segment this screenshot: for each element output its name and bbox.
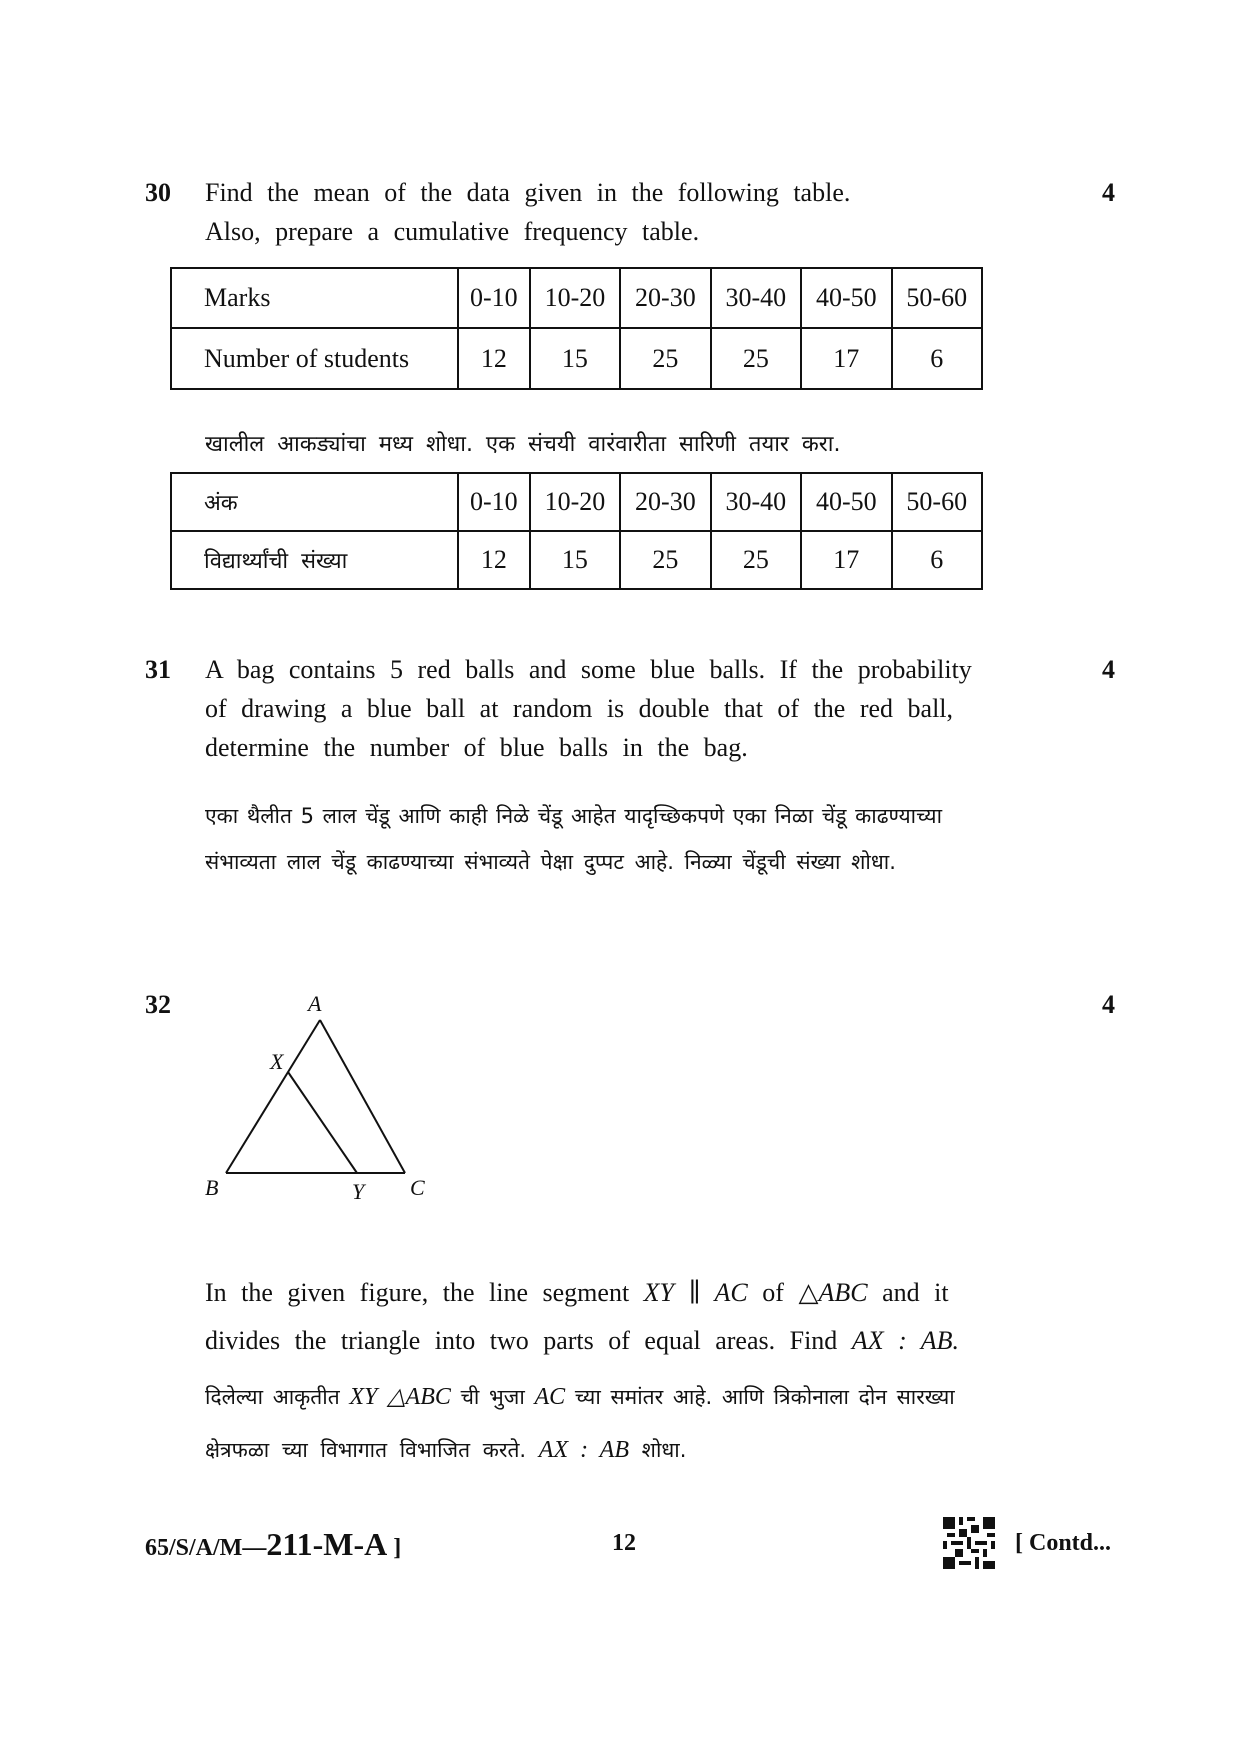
- table-frequency-cell: 15: [530, 531, 620, 589]
- table-frequency-cell: 17: [801, 328, 891, 389]
- side-ac: [320, 1020, 405, 1173]
- paper-code-suffix: ]: [387, 1535, 402, 1561]
- table-class-cell: 0-10: [458, 268, 530, 328]
- math-xy-parallel-ac: XY ∥ AC: [643, 1278, 748, 1307]
- q32-text-part: divides the triangle into two parts of equal areas. Find: [205, 1326, 838, 1355]
- table-class-cell: 50-60: [892, 473, 983, 531]
- table-row-label: Number of students: [171, 328, 458, 389]
- table-frequency-cell: 25: [711, 328, 801, 389]
- table-frequency-cell: 25: [620, 328, 710, 389]
- paper-code-prefix: 65/S/A/M—: [145, 1535, 267, 1561]
- q32-marathi-line2: [205, 1436, 686, 1464]
- math-ac: AC: [534, 1384, 566, 1410]
- table-frequency-cell: 12: [458, 328, 530, 389]
- page-number: 12: [612, 1530, 636, 1556]
- q30-text-line2: Also, prepare a cumulative frequency table.: [205, 217, 700, 246]
- q32-text-line1: [205, 1278, 949, 1308]
- segment-xy: [288, 1072, 357, 1173]
- label-y: Y: [352, 1179, 365, 1204]
- label-a: A: [308, 991, 322, 1016]
- qr-code-icon: [943, 1517, 995, 1569]
- table-frequency-cell: 17: [801, 531, 891, 589]
- table-row: [171, 473, 982, 531]
- q30-number: 30: [145, 178, 171, 207]
- q30-marks: 4: [1102, 178, 1115, 207]
- table-class-cell: 10-20: [530, 473, 620, 531]
- table-header-label: Marks: [171, 268, 458, 328]
- table-row: [171, 268, 982, 328]
- q31-text-line2: of drawing a blue ball at random is double that of the red ball,: [205, 694, 954, 723]
- q32-text-part: of: [762, 1278, 784, 1307]
- paper-code: [145, 1526, 401, 1563]
- table-frequency-cell: 25: [620, 531, 710, 589]
- label-c: C: [410, 1175, 425, 1200]
- table-row-label: विद्यार्थ्यांची संख्या: [171, 531, 458, 589]
- q30-table-marathi: [170, 472, 983, 590]
- table-class-cell: 40-50: [801, 268, 891, 328]
- q30-marathi-text: खालील आकड्यांचा मध्य शोधा. एक संचयी वारंवारीता सारिणी तयार करा.: [205, 432, 841, 457]
- table-class-cell: 20-30: [620, 268, 710, 328]
- q31-marks: 4: [1102, 655, 1115, 684]
- q32-marathi-part: च्या समांतर आहे. आणि त्रिकोनाला दोन सारख्या: [574, 1385, 955, 1409]
- table-frequency-cell: 12: [458, 531, 530, 589]
- table-class-cell: 0-10: [458, 473, 530, 531]
- q32-text-part: and it: [882, 1278, 949, 1307]
- table-class-cell: 50-60: [892, 268, 983, 328]
- q32-text-line2: [205, 1326, 959, 1356]
- q32-marathi-part: शोधा.: [641, 1438, 687, 1462]
- table-class-cell: 30-40: [711, 473, 801, 531]
- math-triangle-abc: △ABC: [387, 1384, 451, 1410]
- table-frequency-cell: 6: [892, 531, 983, 589]
- table-class-cell: 30-40: [711, 268, 801, 328]
- math-ax-ab: AX : AB.: [851, 1326, 960, 1355]
- triangle-figure: [200, 985, 440, 1210]
- q30-text-line1: Find the mean of the data given in the following table.: [205, 178, 851, 207]
- table-row: [171, 531, 982, 589]
- q32-marathi-line1: [205, 1382, 955, 1411]
- table-class-cell: 40-50: [801, 473, 891, 531]
- q31-text-line3: determine the number of blue balls in the bag.: [205, 733, 748, 762]
- paper-code-main: 211-M-A: [266, 1526, 388, 1562]
- table-header-label: अंक: [171, 473, 458, 531]
- math-triangle-abc: △ABC: [798, 1278, 868, 1307]
- label-b: B: [205, 1175, 219, 1200]
- q32-marathi-part: दिलेल्या आकृतीत: [205, 1385, 340, 1409]
- q31-text-line1: A bag contains 5 red balls and some blue balls. If the probability: [205, 655, 972, 684]
- q32-marathi-part: ची भुजा: [460, 1385, 525, 1409]
- q32-number: 32: [145, 990, 171, 1019]
- table-class-cell: 10-20: [530, 268, 620, 328]
- math-xy: XY: [349, 1384, 378, 1410]
- q31-marathi-line2: संभाव्यता लाल चेंडू काढण्याच्या संभाव्यते पेक्षा दुप्पट आहे. निळ्या चेंडूची संख्या शोधा.: [205, 850, 896, 874]
- math-ax-ab: AX : AB: [538, 1437, 629, 1463]
- table-row: [171, 328, 982, 389]
- q30-table-english: [170, 267, 983, 390]
- label-x: X: [270, 1049, 284, 1074]
- q31-marathi-line1: एका थैलीत 5 लाल चेंडू आणि काही निळे चेंडू आहेत यादृच्छिकपणे एका निळा चेंडू काढण्याच्या: [205, 804, 943, 828]
- table-frequency-cell: 25: [711, 531, 801, 589]
- q31-number: 31: [145, 655, 171, 684]
- q32-text-part: In the given figure, the line segment: [205, 1278, 630, 1307]
- q32-marks: 4: [1102, 990, 1115, 1019]
- table-class-cell: 20-30: [620, 473, 710, 531]
- continued-label: [ Contd...: [1015, 1530, 1112, 1556]
- table-frequency-cell: 6: [892, 328, 983, 389]
- q32-marathi-part: क्षेत्रफळा च्या विभागात विभाजित करते.: [205, 1438, 527, 1462]
- table-frequency-cell: 15: [530, 328, 620, 389]
